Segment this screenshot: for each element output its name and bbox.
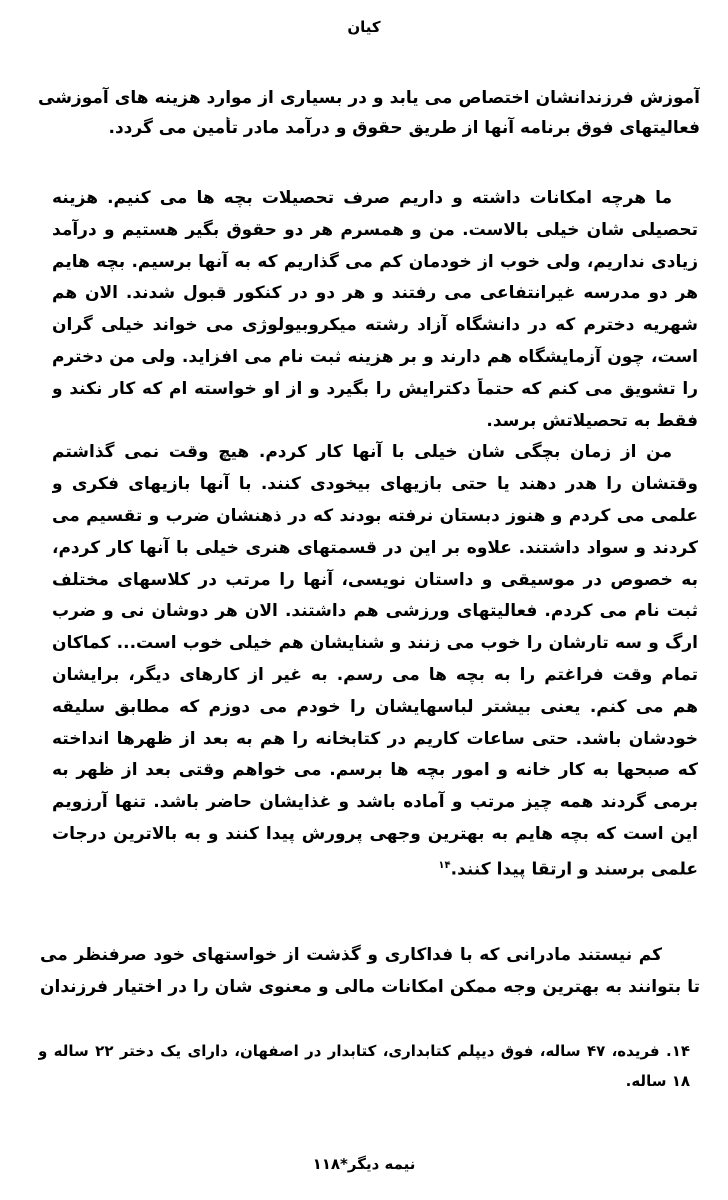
quote-line: وقتشان را هدر دهند یا حتی بازیهای بیخودی کنند. با آنها بازیهای فکری و xyxy=(52,474,698,495)
quote-line: این است که بچه هایم به بهترین وجهی پرورش پیدا کنند و به بالاترین درجات xyxy=(52,824,698,844)
quote-line: ثبت نام می کردم. فعالیتهای ورزشی هم داشتند. الان هر دوشان نی و ضرب xyxy=(52,601,698,622)
quote-line: هر دو مدرسه غیرانتفاعی می رفتند و هر دو در کنکور قبول شدند. الان هم xyxy=(52,283,698,304)
quote-line: تمام وقت فراغتم را به بچه ها می رسم. به غیر از کارهای دیگر، برایشان xyxy=(52,665,698,685)
quote-line xyxy=(52,855,698,879)
quote-line: من از زمان بچگی شان خیلی با آنها کار کردم. هیچ وقت نمی گذاشتم xyxy=(52,442,672,463)
quote-line: است، چون آزمایشگاه هم دارند و بر هزینه ثبت نام می افزاید. ولی من دخترم xyxy=(52,347,698,367)
quote-line: کردند و سواد داشتند. علاوه بر این در قسمتهای هنری خیلی با آنها کار کردم، xyxy=(52,537,698,558)
footnote-reference[interactable]: ۱۴ xyxy=(438,859,451,871)
quote-line: ارگ و سه تارشان را خوب می زنند و شنایشان هم خیلی خوب است... کماکان xyxy=(52,633,698,654)
text-line: فعالیتهای فوق برنامه آنها از طریق حقوق و درآمد مادر تأمین می گردد. xyxy=(108,118,700,138)
page-footer: نیمه دیگر*۱۱۸ xyxy=(312,1155,416,1173)
quote-line: را تشویق می کنم که حتماً دکترایش را بگیرد و از او خواسته ام که کار نکند و xyxy=(52,378,698,399)
quote-line: هم می کنم. یعنی بیشتر لباسهایشان را خودم می دوزم که مطابق سلیقه xyxy=(52,696,698,717)
quote-line: خودشان باشد. حتی ساعات کاریم در کتابخانه را هم به بعد از ظهرها انداخته xyxy=(52,728,698,749)
text-line: آموزش فرزندانشان اختصاص می یابد و در بسیاری از موارد هزینه های آموزشی xyxy=(38,88,700,108)
quote-line: که صبحها به کار خانه و امور بچه ها برسم. می خواهم وقتی بعد از ظهر به xyxy=(52,760,698,781)
footnote-line: ۱۸ ساله. xyxy=(625,1072,690,1090)
quote-line: به خصوص در موسیقی و داستان نویسی، آنها را مرتب در کلاسهای مختلف xyxy=(52,569,698,590)
text-line: تا بتوانند به بهترین وجه ممکن امکانات مالی و معنوی شان را در اختیار فرزندان xyxy=(40,977,700,997)
quote-line: زیادی نداریم، ولی خوب از خودمان کم می گذاریم که به آنها برسیم. بچه هایم xyxy=(52,251,698,272)
quote-line: ما هرچه امکانات داشته و داریم صرف تحصیلات بچه ها می کنیم. هزینه xyxy=(52,188,672,208)
footnote-line: ۱۴. فریده، ۴۷ ساله، فوق دیپلم کتابداری، کتابدار در اصفهان، دارای یک دختر ۲۲ ساله و xyxy=(38,1042,690,1060)
quote-line: علمی می کردم و هنوز دبستان نرفته بودند که در ذهنشان ضرب و تقسیم می xyxy=(52,506,698,526)
quote-line: شهریه دخترم که در دانشگاه آزاد رشته میکروبیولوژی می خواند خیلی گران xyxy=(52,315,698,336)
quote-line-text: علمی برسند و ارتقا پیدا کنند. xyxy=(450,859,698,879)
quote-line: تحصیلی شان خیلی بالاست. من و همسرم هر دو حقوق بگیر هستیم و درآمد xyxy=(52,219,698,240)
running-header: کیان xyxy=(347,18,381,36)
quote-line: برمی گردند همه چیز مرتب و آماده باشد و غذایشان حاضر باشد. تنها آرزویم xyxy=(52,792,698,813)
quote-line: فقط به تحصیلاتش برسد. xyxy=(486,410,698,431)
text-line: کم نیستند مادرانی که با فداکاری و گذشت از خواستهای خود صرفنظر می xyxy=(40,945,662,965)
